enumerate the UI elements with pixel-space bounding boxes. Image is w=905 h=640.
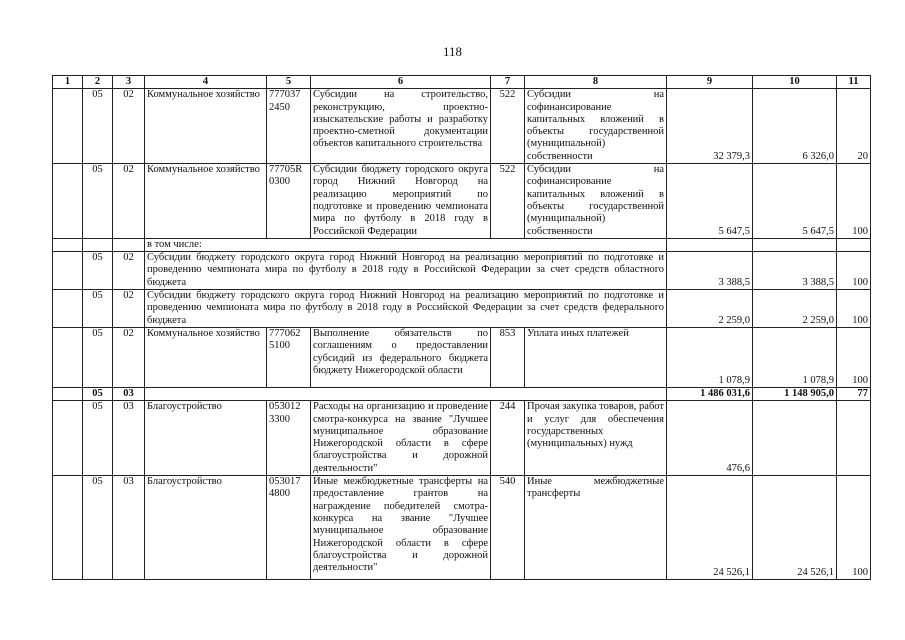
header-cell: 6 <box>311 76 491 89</box>
section-code: 05 <box>83 89 113 164</box>
planned-amount: 5 647,5 <box>667 164 753 239</box>
table-row <box>53 387 871 400</box>
subsection-code: 02 <box>113 252 145 290</box>
row-cell-9 <box>667 238 753 251</box>
executed-amount: 5 647,5 <box>753 164 837 239</box>
table-row <box>53 327 871 387</box>
header-cell: 3 <box>113 76 145 89</box>
execution-percent: 100 <box>837 476 871 580</box>
expense-type-code: 853 <box>491 327 525 387</box>
subsection-code: 02 <box>113 327 145 387</box>
section-code: 05 <box>83 401 113 476</box>
execution-percent: 100 <box>837 327 871 387</box>
target-article-code: 053012 3300 <box>267 401 311 476</box>
row-cell-1 <box>53 252 83 290</box>
section-code: 05 <box>83 290 113 328</box>
row-cell-1 <box>53 290 83 328</box>
executed-amount: 6 326,0 <box>753 89 837 164</box>
row-cell-3 <box>113 238 145 251</box>
row-cell-10 <box>753 238 837 251</box>
table-row <box>53 164 871 239</box>
execution-percent: 100 <box>837 290 871 328</box>
expense-type-name: Иные межбюджетные трансферты <box>525 476 667 580</box>
planned-amount: 1 078,9 <box>667 327 753 387</box>
header-cell: 8 <box>525 76 667 89</box>
execution-percent: 100 <box>837 164 871 239</box>
section-name: Благоустройство <box>145 401 267 476</box>
expense-type-name: Субсидии на софинансирование капитальных вложений в объекты государственной (муниципальной) собственности <box>525 89 667 164</box>
executed-amount <box>753 401 837 476</box>
planned-amount: 476,6 <box>667 401 753 476</box>
header-row <box>53 76 871 89</box>
subsection-code: 03 <box>113 401 145 476</box>
table-row <box>53 401 871 476</box>
row-cell-11 <box>837 238 871 251</box>
section-code: 05 <box>83 164 113 239</box>
executed-amount: 2 259,0 <box>753 290 837 328</box>
header-cell: 2 <box>83 76 113 89</box>
execution-percent <box>837 401 871 476</box>
header-cell: 1 <box>53 76 83 89</box>
expense-description: Выполнение обязательств по соглашениям о предоставлении субсидий из федерального бюджета бюджету Нижегородской области <box>311 327 491 387</box>
table-row <box>53 252 871 290</box>
table-row <box>53 476 871 580</box>
subsection-code: 02 <box>113 290 145 328</box>
subsection-code: 03 <box>113 387 145 400</box>
header-cell: 10 <box>753 76 837 89</box>
section-name: Коммунальное хозяйство <box>145 89 267 164</box>
row-cell-1 <box>53 238 83 251</box>
executed-amount: 1 078,9 <box>753 327 837 387</box>
planned-amount: 32 379,3 <box>667 89 753 164</box>
expense-description: Расходы на организацию и проведение смотра-конкурса на звание "Лучшее муниципальное образование Нижегородской области в сфере благоустройства и дорожной деятельности" <box>311 401 491 476</box>
target-article-code: 777037 2450 <box>267 89 311 164</box>
table-row <box>53 290 871 328</box>
planned-amount: 3 388,5 <box>667 252 753 290</box>
row-cell-1 <box>53 401 83 476</box>
section-code: 05 <box>83 387 113 400</box>
executed-amount: 3 388,5 <box>753 252 837 290</box>
planned-amount: 24 526,1 <box>667 476 753 580</box>
expense-type-code: 522 <box>491 89 525 164</box>
page-number: 118 <box>442 44 463 59</box>
section-code: 05 <box>83 252 113 290</box>
executed-total: 1 148 905,0 <box>753 387 837 400</box>
section-name: Коммунальное хозяйство <box>145 327 267 387</box>
row-cell-1 <box>53 476 83 580</box>
expense-type-code: 522 <box>491 164 525 239</box>
section-name: Коммунальное хозяйство <box>145 164 267 239</box>
table-row <box>53 89 871 164</box>
expense-description: Субсидии на строительство, реконструкцию, проектно-изыскательские работы и разработку проектно-сметной документации объектов капитального строительства <box>311 89 491 164</box>
row-cell-2 <box>83 238 113 251</box>
planned-total: 1 486 031,6 <box>667 387 753 400</box>
row-cell-1 <box>53 164 83 239</box>
expense-type-code: 244 <box>491 401 525 476</box>
row-cell-1 <box>53 387 83 400</box>
row-cell-1 <box>53 327 83 387</box>
section-code: 05 <box>83 476 113 580</box>
table-row <box>53 238 871 251</box>
funding-source-description: Субсидии бюджету городского округа город Нижний Новгород на реализацию мероприятий по подготовке и проведению чемпионата мира по футболу в 2018 году в Российской Федерации за счет средств областного бюджета <box>145 252 667 290</box>
executed-amount: 24 526,1 <box>753 476 837 580</box>
target-article-code: 777062 5100 <box>267 327 311 387</box>
expense-description: Иные межбюджетные трансферты на предоставление грантов на награждение победителей смотра-конкурса на звание "Лучшее муниципальное образование Нижегородской области в сфере благоустройства и дорожной деятельности" <box>311 476 491 580</box>
execution-percent-total: 77 <box>837 387 871 400</box>
expense-type-name: Уплата иных платежей <box>525 327 667 387</box>
subsection-code: 03 <box>113 476 145 580</box>
header-cell: 5 <box>267 76 311 89</box>
expense-type-name: Прочая закупка товаров, работ и услуг для обеспечения государственных (муниципальных) нужд <box>525 401 667 476</box>
expense-type-name: Субсидии на софинансирование капитальных вложений в объекты государственной (муниципальной) собственности <box>525 164 667 239</box>
total-blank <box>145 387 667 400</box>
header-cell: 7 <box>491 76 525 89</box>
header-cell: 4 <box>145 76 267 89</box>
execution-percent: 20 <box>837 89 871 164</box>
row-cell-1 <box>53 89 83 164</box>
funding-source-description: Субсидии бюджету городского округа город Нижний Новгород на реализацию мероприятий по подготовке и проведению чемпионата мира по футболу в 2018 году в Российской Федерации за счет средств федерального бюджета <box>145 290 667 328</box>
expense-type-code: 540 <box>491 476 525 580</box>
section-code: 05 <box>83 327 113 387</box>
target-article-code: 77705R 0300 <box>267 164 311 239</box>
expense-description: Субсидии бюджету городского округа город Нижний Новгород на реализацию мероприятий по подготовке и проведению чемпионата мира по футболу в 2018 году в Российской Федерации <box>311 164 491 239</box>
execution-percent: 100 <box>837 252 871 290</box>
subsection-code: 02 <box>113 164 145 239</box>
subsection-code: 02 <box>113 89 145 164</box>
header-cell: 11 <box>837 76 871 89</box>
budget-table <box>52 75 871 580</box>
header-cell: 9 <box>667 76 753 89</box>
planned-amount: 2 259,0 <box>667 290 753 328</box>
section-name: Благоустройство <box>145 476 267 580</box>
subtotal-note: в том числе: <box>145 238 667 251</box>
target-article-code: 053017 4800 <box>267 476 311 580</box>
